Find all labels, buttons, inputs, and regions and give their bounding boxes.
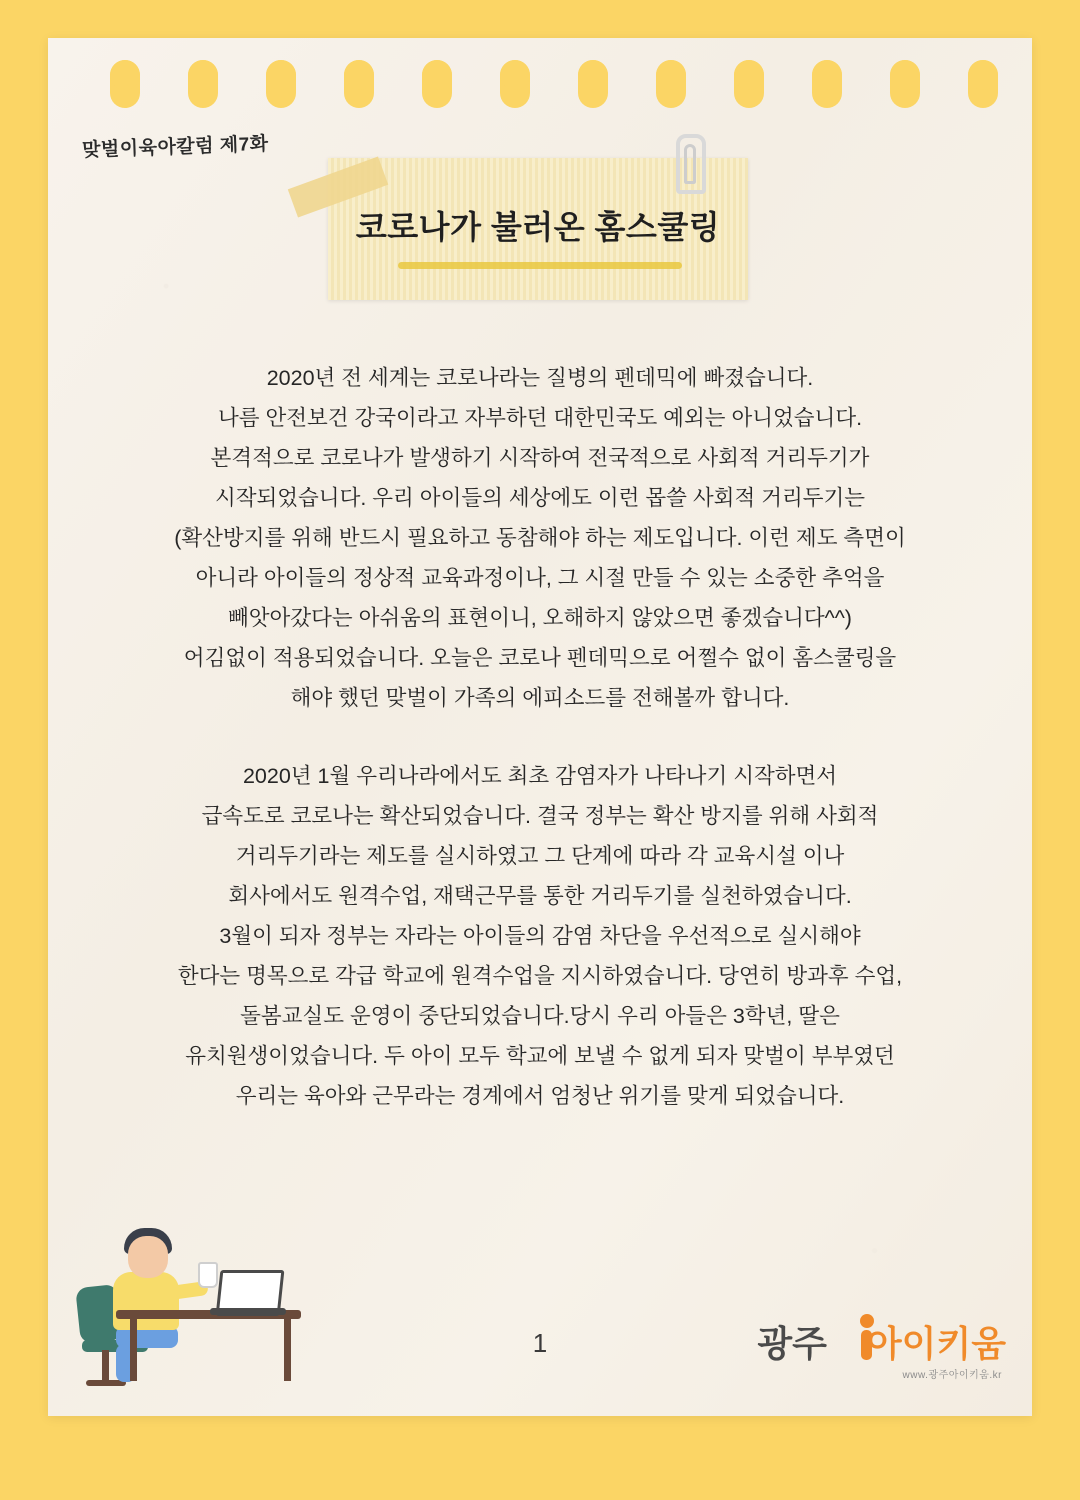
- logo-text-right: 아이키움: [866, 1323, 1006, 1364]
- text-line: 거리두기라는 제도를 실시하였고 그 단계에 따라 각 교육시설 이나: [235, 844, 845, 868]
- paragraph: [70, 756, 1010, 1116]
- page-title: 코로나가 불러온 홈스쿨링: [355, 209, 721, 245]
- binding-hole-icon: [968, 60, 998, 108]
- binding-hole-icon: [266, 60, 296, 108]
- binding-hole-icon: [110, 60, 140, 108]
- text-line: 한다는 명목으로 각급 학교에 원격수업을 지시하였습니다. 당연히 방과후 수업,: [177, 964, 903, 988]
- document-page: [48, 38, 1032, 1416]
- logo-text: [757, 1316, 1006, 1367]
- text-line: 2020년 1월 우리나라에서도 최초 감염자가 나타나기 시작하면서: [242, 764, 838, 788]
- text-line: 빼앗아갔다는 아쉬움의 표현이니, 오해하지 않았으면 좋겠습니다^^): [228, 606, 852, 630]
- binding-hole-icon: [422, 60, 452, 108]
- paper-clip-icon: [676, 134, 706, 194]
- logo-url: www.광주아이키움.kr: [902, 1370, 1002, 1381]
- text-line: 아니라 아이들의 정상적 교육과정이나, 그 시절 만들 수 있는 소중한 추억을: [195, 566, 885, 590]
- binding-hole-icon: [656, 60, 686, 108]
- paragraph: [70, 358, 1010, 718]
- text-line: 해야 했던 맞벌이 가족의 에피소드를 전해볼까 합니다.: [290, 686, 790, 710]
- text-line: 유치원생이었습니다. 두 아이 모두 학교에 보낼 수 없게 되자 맞벌이 부부였던: [185, 1044, 895, 1068]
- binding-hole-icon: [812, 60, 842, 108]
- text-line: 돌봄교실도 운영이 중단되었습니다.당시 우리 아들은 3학년, 딸은: [240, 1004, 840, 1028]
- text-line: (확산방지를 위해 반드시 필요하고 동참해야 하는 제도입니다. 이런 제도 측면이: [174, 526, 906, 550]
- title-underline: [398, 262, 682, 269]
- binding-hole-icon: [344, 60, 374, 108]
- text-line: 본격적으로 코로나가 발생하기 시작하여 전국적으로 사회적 거리두기가: [210, 446, 870, 470]
- text-line: 나름 안전보건 강국이라고 자부하던 대한민국도 예외는 아니었습니다.: [217, 406, 863, 430]
- text-line: 3월이 되자 정부는 자라는 아이들의 감염 차단을 우선적으로 실시해야: [219, 924, 861, 948]
- text-line: 2020년 전 세계는 코로나라는 질병의 펜데믹에 빠졌습니다.: [266, 366, 814, 390]
- binding-hole-icon: [734, 60, 764, 108]
- body-text: [70, 358, 1010, 1116]
- illustration-person-at-desk: [58, 1198, 298, 1388]
- episode-label: 맞벌이육아칼럼 제7화: [81, 133, 269, 162]
- page-number: 1: [532, 1328, 548, 1358]
- cup-icon: [198, 1262, 218, 1288]
- text-line: 우리는 육아와 근무라는 경계에서 엄청난 위기를 맞게 되었습니다.: [235, 1084, 845, 1108]
- text-line: 어김없이 적용되었습니다. 오늘은 코로나 펜데믹으로 어쩔수 없이 홈스쿨링을: [183, 646, 897, 670]
- brand-logo: [757, 1314, 1006, 1394]
- text-line: 시작되었습니다. 우리 아이들의 세상에도 이런 몹쓸 사회적 거리두기는: [214, 486, 866, 510]
- person-head-icon: [128, 1236, 168, 1278]
- binding-hole-icon: [890, 60, 920, 108]
- binding-hole-icon: [500, 60, 530, 108]
- title-card: [328, 158, 748, 300]
- text-line: 급속도로 코로나는 확산되었습니다. 결국 정부는 확산 방지를 위해 사회적: [201, 804, 879, 828]
- notebook-binding: [48, 38, 1032, 108]
- text-line: 회사에서도 원격수업, 재택근무를 통한 거리두기를 실천하였습니다.: [228, 884, 852, 908]
- laptop-base-icon: [210, 1308, 286, 1315]
- binding-hole-icon: [188, 60, 218, 108]
- person-body-icon: [113, 1272, 179, 1330]
- logo-text-left: 광주: [757, 1323, 827, 1364]
- binding-hole-icon: [578, 60, 608, 108]
